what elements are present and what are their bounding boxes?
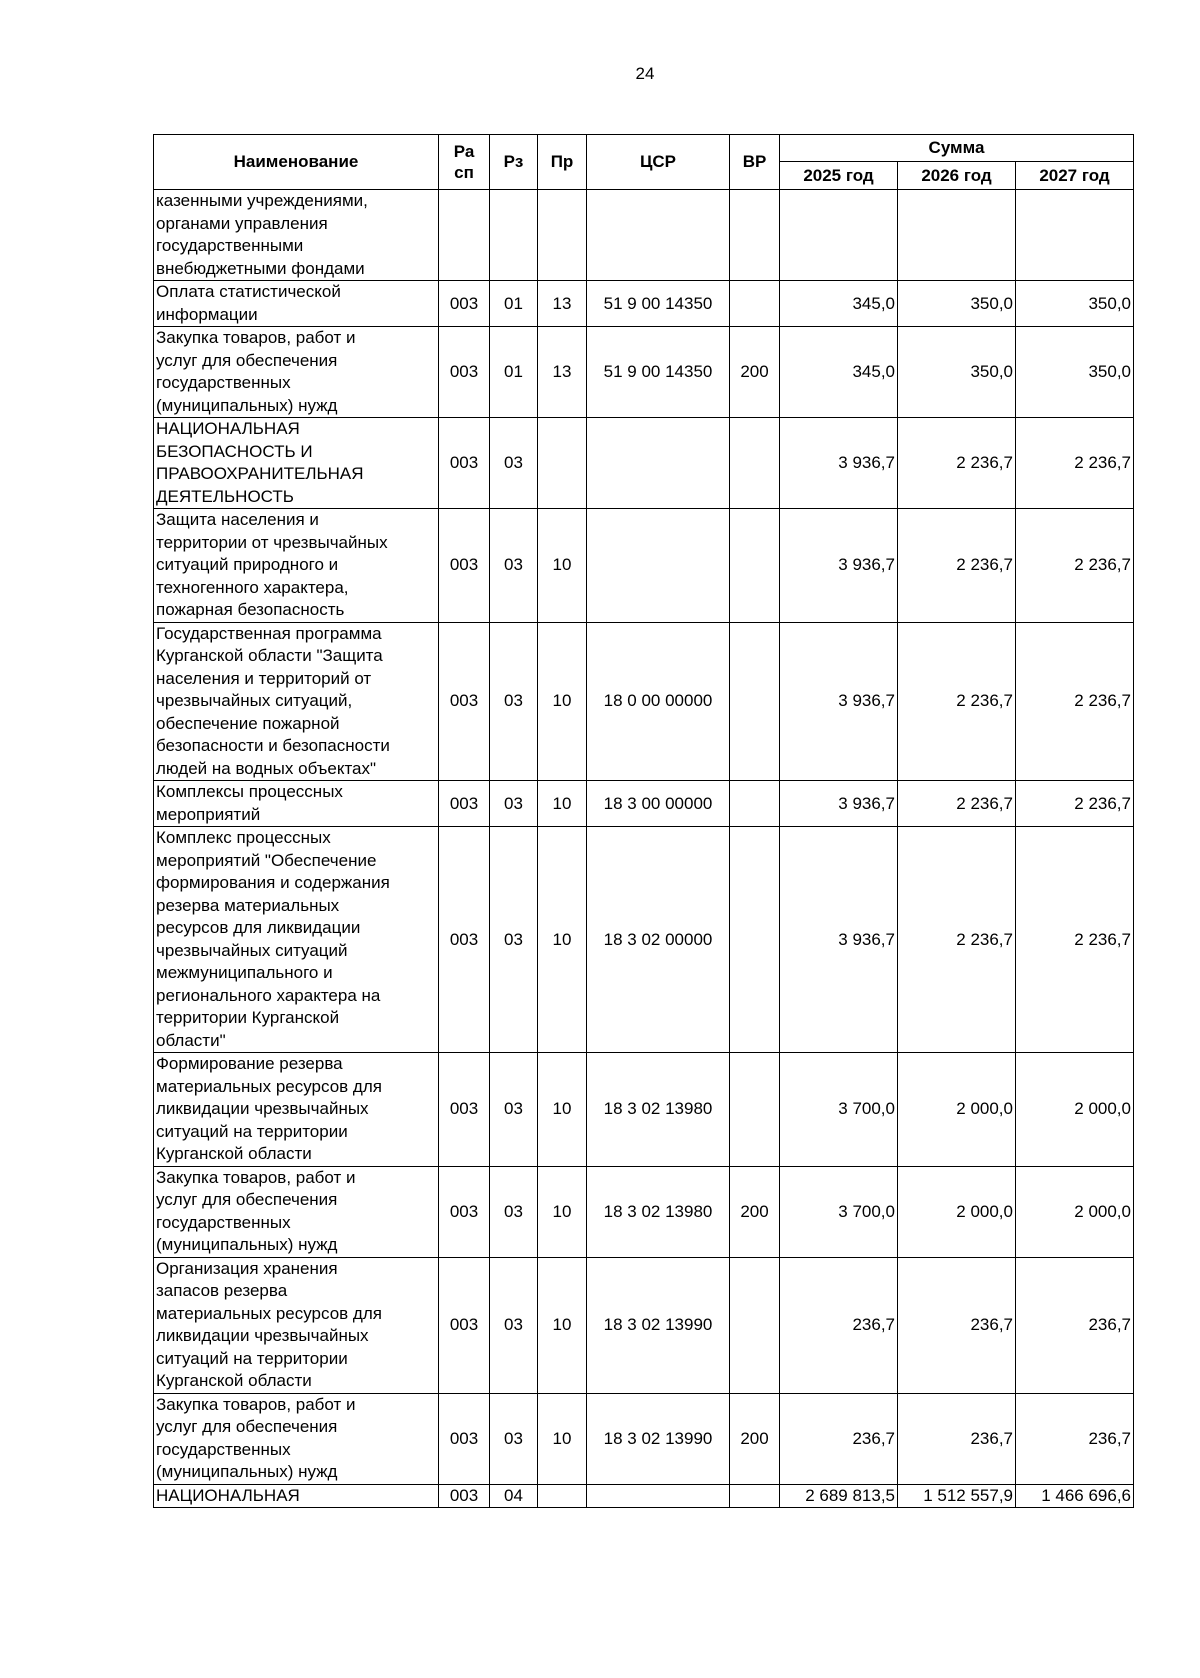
header-2025: 2025 год xyxy=(780,162,898,190)
table-row xyxy=(154,622,1134,781)
cell-rz: 03 xyxy=(490,1257,538,1393)
cell-csr: 18 3 00 00000 xyxy=(587,781,730,827)
cell-vr xyxy=(730,509,780,623)
cell-2026: 236,7 xyxy=(898,1257,1016,1393)
cell-2026: 2 236,7 xyxy=(898,622,1016,781)
cell-name: Оплата статистической информации xyxy=(154,281,439,327)
table-row xyxy=(154,781,1134,827)
cell-2025: 3 936,7 xyxy=(780,418,898,509)
cell-rz: 01 xyxy=(490,327,538,418)
cell-vr: 200 xyxy=(730,327,780,418)
cell-2026: 2 236,7 xyxy=(898,781,1016,827)
cell-2027: 2 236,7 xyxy=(1016,509,1134,623)
cell-pr: 13 xyxy=(538,281,587,327)
cell-rasp xyxy=(439,190,490,281)
cell-name: Комплекс процессных мероприятий "Обеспечение формирования и содержания резерва материальных ресурсов для ликвидации чрезвычайных ситуаций межмуниципального и регионального характера на территории Курганской области" xyxy=(154,827,439,1053)
header-pr: Пр xyxy=(538,135,587,190)
cell-2026: 2 236,7 xyxy=(898,509,1016,623)
cell-vr xyxy=(730,281,780,327)
cell-2025: 236,7 xyxy=(780,1257,898,1393)
cell-2025: 3 700,0 xyxy=(780,1166,898,1257)
cell-rasp: 003 xyxy=(439,509,490,623)
cell-rz: 03 xyxy=(490,1393,538,1484)
cell-2025: 3 936,7 xyxy=(780,781,898,827)
cell-name: Государственная программа Курганской области "Защита населения и территорий от чрезвычайных ситуаций, обеспечение пожарной безопасности и безопасности людей на водных объектах" xyxy=(154,622,439,781)
cell-vr xyxy=(730,418,780,509)
cell-2027: 1 466 696,6 xyxy=(1016,1484,1134,1508)
cell-rasp: 003 xyxy=(439,1484,490,1508)
cell-2026: 2 000,0 xyxy=(898,1053,1016,1167)
cell-2025: 236,7 xyxy=(780,1393,898,1484)
table-row xyxy=(154,1393,1134,1484)
cell-rasp: 003 xyxy=(439,1166,490,1257)
cell-name: Формирование резерва материальных ресурсов для ликвидации чрезвычайных ситуаций на территории Курганской области xyxy=(154,1053,439,1167)
cell-csr: 18 3 02 13990 xyxy=(587,1393,730,1484)
cell-rasp: 003 xyxy=(439,1393,490,1484)
cell-vr: 200 xyxy=(730,1393,780,1484)
cell-pr: 10 xyxy=(538,827,587,1053)
cell-2026: 350,0 xyxy=(898,281,1016,327)
cell-2025: 345,0 xyxy=(780,281,898,327)
cell-rz xyxy=(490,190,538,281)
cell-csr xyxy=(587,1484,730,1508)
cell-2027: 236,7 xyxy=(1016,1393,1134,1484)
header-csr: ЦСР xyxy=(587,135,730,190)
table-row xyxy=(154,1053,1134,1167)
cell-2026: 350,0 xyxy=(898,327,1016,418)
cell-2026 xyxy=(898,190,1016,281)
cell-pr: 10 xyxy=(538,622,587,781)
table-row xyxy=(154,190,1134,281)
cell-csr xyxy=(587,509,730,623)
cell-pr: 10 xyxy=(538,1053,587,1167)
cell-2026: 236,7 xyxy=(898,1393,1016,1484)
cell-rz: 03 xyxy=(490,509,538,623)
header-rasp: Ра сп xyxy=(439,135,490,190)
cell-rz: 03 xyxy=(490,418,538,509)
table-body xyxy=(154,190,1134,1508)
header-2027: 2027 год xyxy=(1016,162,1134,190)
cell-csr: 18 3 02 13980 xyxy=(587,1053,730,1167)
table-row xyxy=(154,418,1134,509)
cell-pr: 10 xyxy=(538,1166,587,1257)
cell-pr: 10 xyxy=(538,1257,587,1393)
cell-2026: 2 236,7 xyxy=(898,418,1016,509)
cell-2027 xyxy=(1016,190,1134,281)
cell-2026: 2 236,7 xyxy=(898,827,1016,1053)
cell-2025: 345,0 xyxy=(780,327,898,418)
cell-pr: 13 xyxy=(538,327,587,418)
cell-2025: 3 700,0 xyxy=(780,1053,898,1167)
cell-2027: 236,7 xyxy=(1016,1257,1134,1393)
cell-2025: 3 936,7 xyxy=(780,827,898,1053)
cell-name: Закупка товаров, работ и услуг для обеспечения государственных (муниципальных) нужд xyxy=(154,1393,439,1484)
cell-pr xyxy=(538,418,587,509)
cell-vr xyxy=(730,190,780,281)
cell-rz: 04 xyxy=(490,1484,538,1508)
cell-2025 xyxy=(780,190,898,281)
cell-vr xyxy=(730,1053,780,1167)
cell-rz: 03 xyxy=(490,622,538,781)
header-name: Наименование xyxy=(154,135,439,190)
header-rz: Рз xyxy=(490,135,538,190)
cell-vr xyxy=(730,781,780,827)
cell-rasp: 003 xyxy=(439,327,490,418)
cell-2026: 2 000,0 xyxy=(898,1166,1016,1257)
header-sum: Сумма xyxy=(780,135,1134,162)
cell-csr xyxy=(587,190,730,281)
cell-vr xyxy=(730,622,780,781)
cell-vr: 200 xyxy=(730,1166,780,1257)
cell-2025: 3 936,7 xyxy=(780,509,898,623)
cell-csr xyxy=(587,418,730,509)
cell-name: НАЦИОНАЛЬНАЯ БЕЗОПАСНОСТЬ И ПРАВООХРАНИТЕЛЬНАЯ ДЕЯТЕЛЬНОСТЬ xyxy=(154,418,439,509)
cell-name: Защита населения и территории от чрезвычайных ситуаций природного и техногенного характера, пожарная безопасность xyxy=(154,509,439,623)
cell-csr: 51 9 00 14350 xyxy=(587,327,730,418)
cell-2027: 350,0 xyxy=(1016,281,1134,327)
cell-rz: 03 xyxy=(490,1166,538,1257)
cell-2027: 2 236,7 xyxy=(1016,418,1134,509)
cell-vr xyxy=(730,1484,780,1508)
cell-2027: 2 236,7 xyxy=(1016,827,1134,1053)
budget-table xyxy=(153,134,1134,1508)
cell-2027: 2 236,7 xyxy=(1016,781,1134,827)
cell-csr: 18 3 02 13980 xyxy=(587,1166,730,1257)
cell-csr: 18 3 02 13990 xyxy=(587,1257,730,1393)
table-row xyxy=(154,827,1134,1053)
cell-rz: 03 xyxy=(490,827,538,1053)
table-row xyxy=(154,1166,1134,1257)
table-row xyxy=(154,281,1134,327)
cell-rasp: 003 xyxy=(439,622,490,781)
cell-rasp: 003 xyxy=(439,281,490,327)
header-vr: ВР xyxy=(730,135,780,190)
cell-2027: 350,0 xyxy=(1016,327,1134,418)
cell-rz: 01 xyxy=(490,281,538,327)
table-row xyxy=(154,1484,1134,1508)
cell-rasp: 003 xyxy=(439,827,490,1053)
cell-name: НАЦИОНАЛЬНАЯ xyxy=(154,1484,439,1508)
cell-rasp: 003 xyxy=(439,1053,490,1167)
page-number: 24 xyxy=(635,64,655,83)
header-2026: 2026 год xyxy=(898,162,1016,190)
cell-2025: 2 689 813,5 xyxy=(780,1484,898,1508)
cell-rz: 03 xyxy=(490,1053,538,1167)
cell-vr xyxy=(730,1257,780,1393)
table-row xyxy=(154,1257,1134,1393)
cell-csr: 51 9 00 14350 xyxy=(587,281,730,327)
cell-rasp: 003 xyxy=(439,418,490,509)
cell-pr: 10 xyxy=(538,781,587,827)
cell-rasp: 003 xyxy=(439,1257,490,1393)
table-row xyxy=(154,327,1134,418)
cell-rasp: 003 xyxy=(439,781,490,827)
cell-pr: 10 xyxy=(538,1393,587,1484)
cell-rz: 03 xyxy=(490,781,538,827)
table-row xyxy=(154,509,1134,623)
cell-name: Закупка товаров, работ и услуг для обеспечения государственных (муниципальных) нужд xyxy=(154,327,439,418)
cell-2026: 1 512 557,9 xyxy=(898,1484,1016,1508)
cell-pr xyxy=(538,190,587,281)
cell-vr xyxy=(730,827,780,1053)
cell-2025: 3 936,7 xyxy=(780,622,898,781)
cell-name: Организация хранения запасов резерва материальных ресурсов для ликвидации чрезвычайных ситуаций на территории Курганской области xyxy=(154,1257,439,1393)
cell-pr xyxy=(538,1484,587,1508)
cell-2027: 2 000,0 xyxy=(1016,1166,1134,1257)
cell-2027: 2 000,0 xyxy=(1016,1053,1134,1167)
cell-name: Комплексы процессных мероприятий xyxy=(154,781,439,827)
cell-name: казенными учреждениями, органами управления государственными внебюджетными фондами xyxy=(154,190,439,281)
cell-name: Закупка товаров, работ и услуг для обеспечения государственных (муниципальных) нужд xyxy=(154,1166,439,1257)
cell-csr: 18 3 02 00000 xyxy=(587,827,730,1053)
cell-2027: 2 236,7 xyxy=(1016,622,1134,781)
cell-csr: 18 0 00 00000 xyxy=(587,622,730,781)
cell-pr: 10 xyxy=(538,509,587,623)
